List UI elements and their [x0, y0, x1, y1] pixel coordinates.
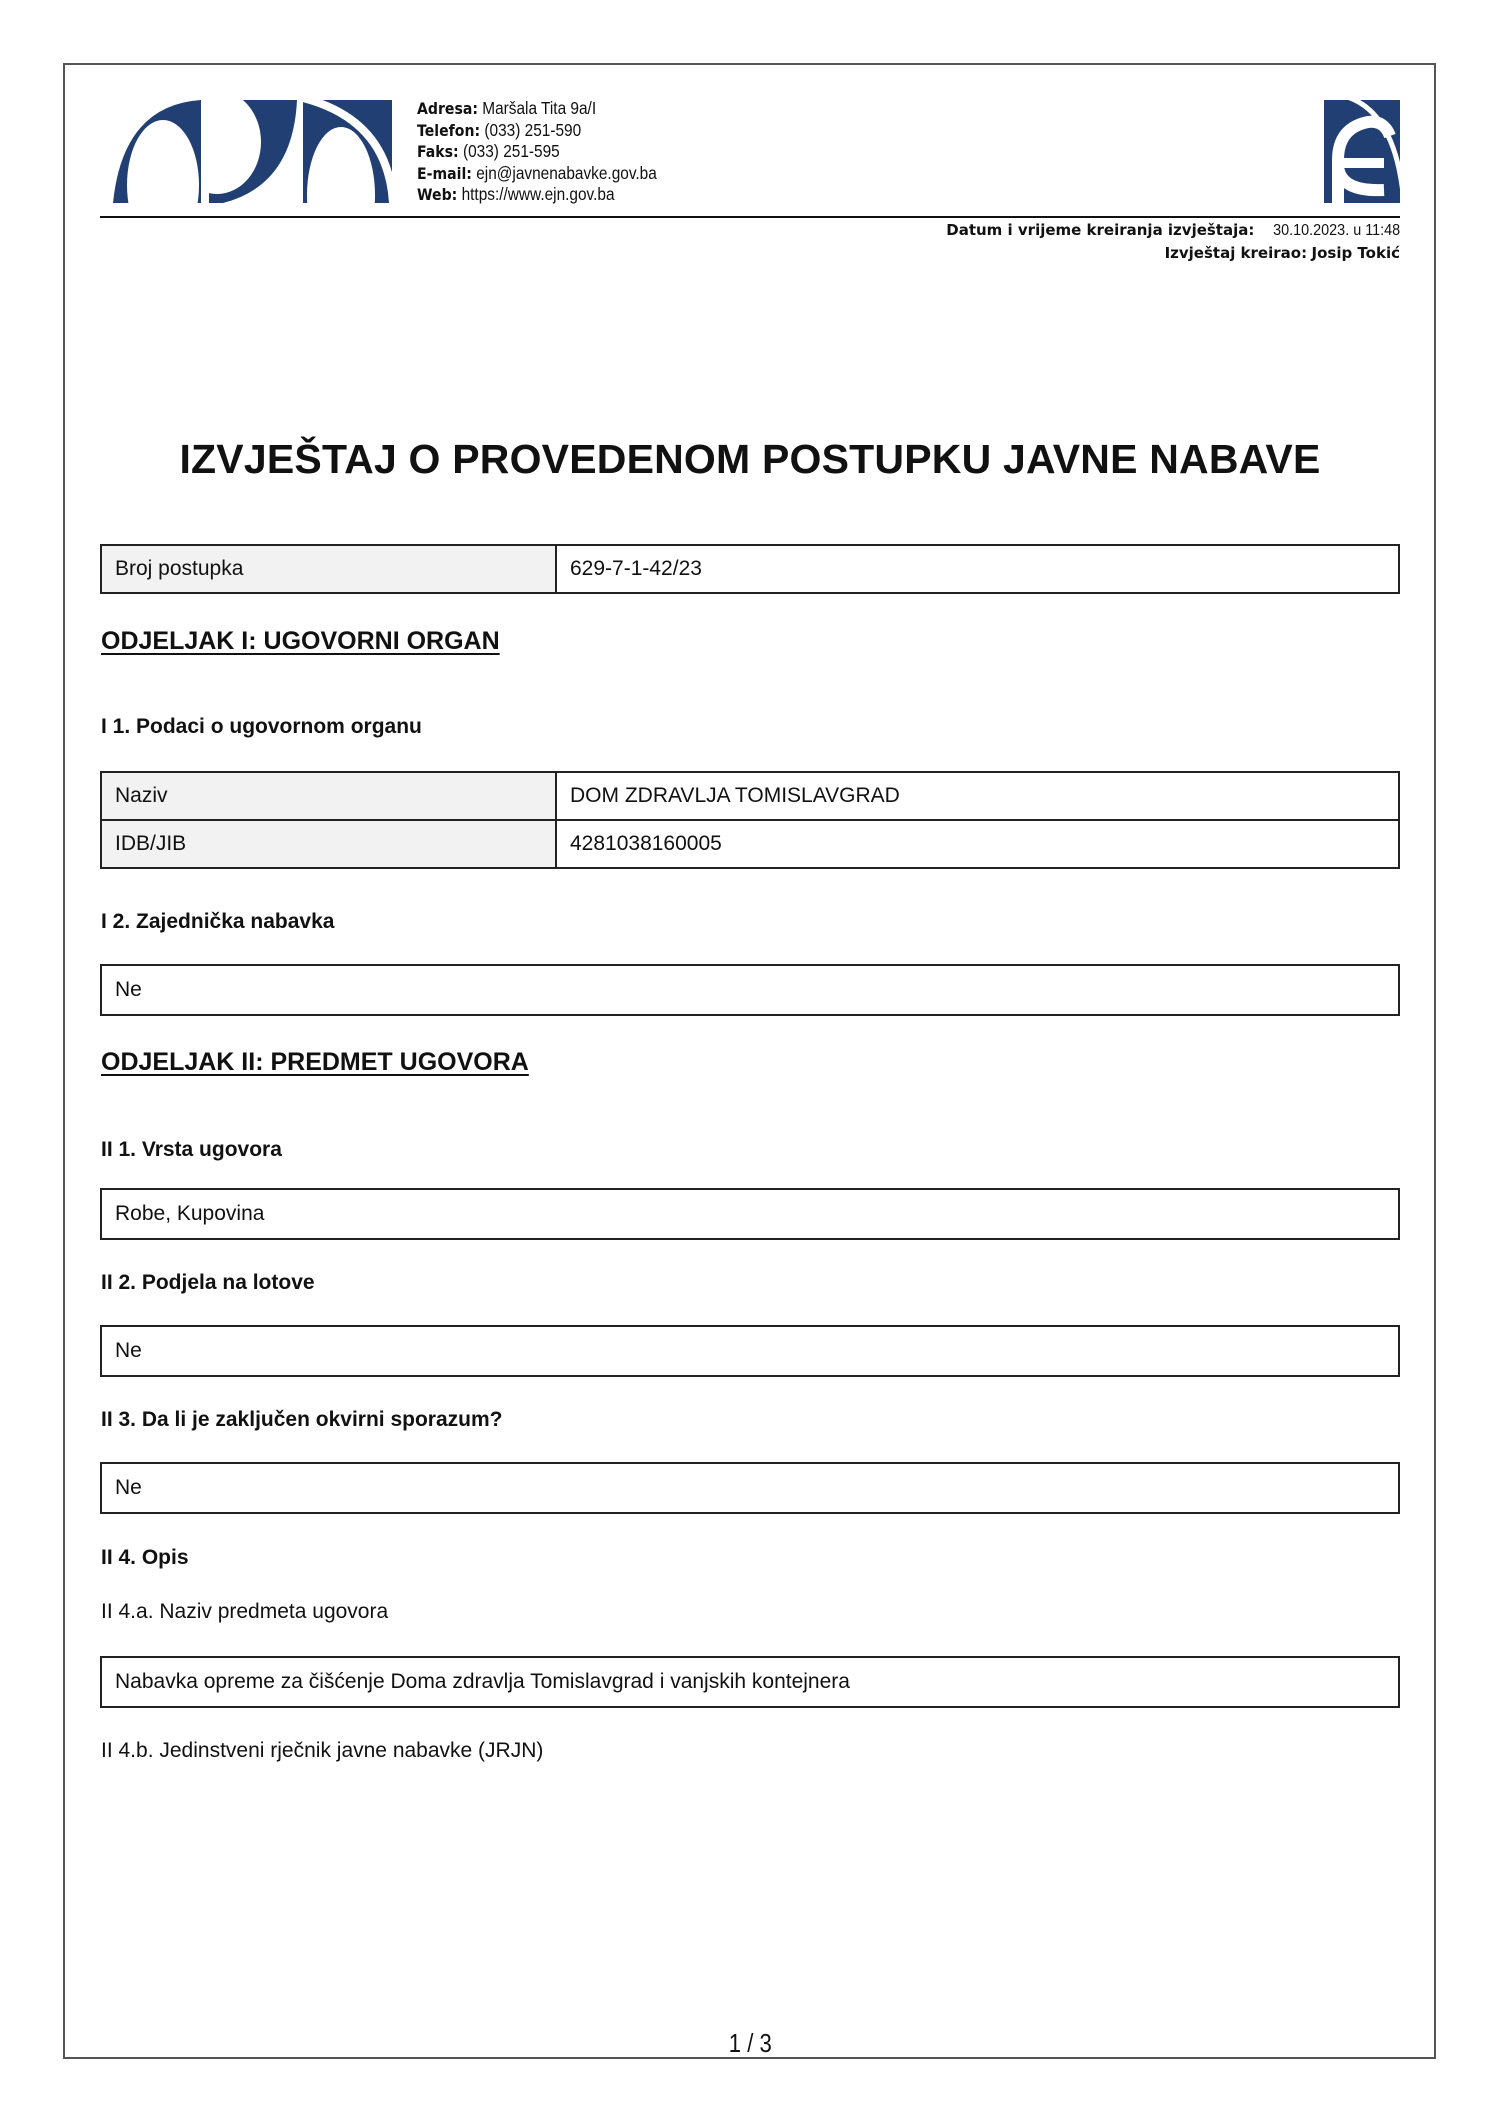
lots-value: Ne: [100, 1325, 1400, 1377]
contact-email: E-mail: ejn@javnenabavke.gov.ba: [417, 162, 657, 183]
authority-name-value: DOM ZDRAVLJA TOMISLAVGRAD: [556, 772, 1399, 820]
contract-type-value: Robe, Kupovina: [100, 1188, 1400, 1240]
table-row: [101, 820, 1399, 868]
procedure-number-value: 629-7-1-42/23: [556, 545, 1399, 593]
e-procurement-logo-icon: [1324, 100, 1400, 203]
ii4a-label: II 4.a. Naziv predmeta ugovora: [101, 1600, 389, 1623]
report-created: Datum i vrijeme kreiranja izvještaja: 30.10.2023. u 11:48: [946, 221, 1400, 239]
document-title: IZVJEŠTAJ O PROVEDENOM POSTUPKU JAVNE NABAVE: [179, 436, 1321, 482]
contact-address: Adresa: Maršala Tita 9a/I: [417, 98, 597, 118]
contract-subject-value: Nabavka opreme za čišćenje Doma zdravlja Tomislavgrad i vanjskih kontejnera: [100, 1656, 1400, 1708]
authority-id-value: 4281038160005: [556, 820, 1399, 868]
i2-heading: I 2. Zajednička nabavka: [101, 910, 335, 933]
table-row: [101, 772, 1399, 820]
ii4b-label: II 4.b. Jedinstveni rječnik javne nabavke (JRJN): [101, 1739, 544, 1762]
procedure-number-table: [100, 544, 1400, 594]
authority-name-label: Naziv: [101, 772, 556, 820]
header-divider: [100, 216, 1400, 218]
framework-agreement-value: Ne: [100, 1462, 1400, 1514]
procedure-number-label: Broj postupka: [101, 545, 556, 593]
report-meta: [946, 219, 1400, 265]
ii4-heading: II 4. Opis: [101, 1546, 189, 1569]
contact-phone: Telefon: (033) 251-590: [417, 119, 582, 140]
ejn-logo-icon: [113, 100, 392, 203]
page-number: 1 / 3: [728, 2028, 772, 2058]
report-author: Izvještaj kreirao: Josip Tokić: [1164, 244, 1400, 262]
ii3-heading: II 3. Da li je zaključen okvirni sporazum?: [101, 1408, 503, 1431]
i1-heading: I 1. Podaci o ugovornom organu: [101, 715, 422, 738]
section-2-heading: ODJELJAK II: PREDMET UGOVORA: [101, 1048, 529, 1076]
authority-id-label: IDB/JIB: [101, 820, 556, 868]
joint-procurement-value: Ne: [100, 964, 1400, 1016]
table-row: [101, 545, 1399, 593]
contracting-authority-table: [100, 771, 1400, 869]
section-1-heading: ODJELJAK I: UGOVORNI ORGAN: [101, 627, 500, 655]
contact-block: [417, 98, 657, 206]
contact-web: Web: https://www.ejn.gov.ba: [417, 184, 615, 204]
ii2-heading: II 2. Podjela na lotove: [101, 1271, 315, 1294]
ii1-heading: II 1. Vrsta ugovora: [101, 1138, 282, 1161]
contact-fax: Faks: (033) 251-595: [417, 141, 560, 161]
